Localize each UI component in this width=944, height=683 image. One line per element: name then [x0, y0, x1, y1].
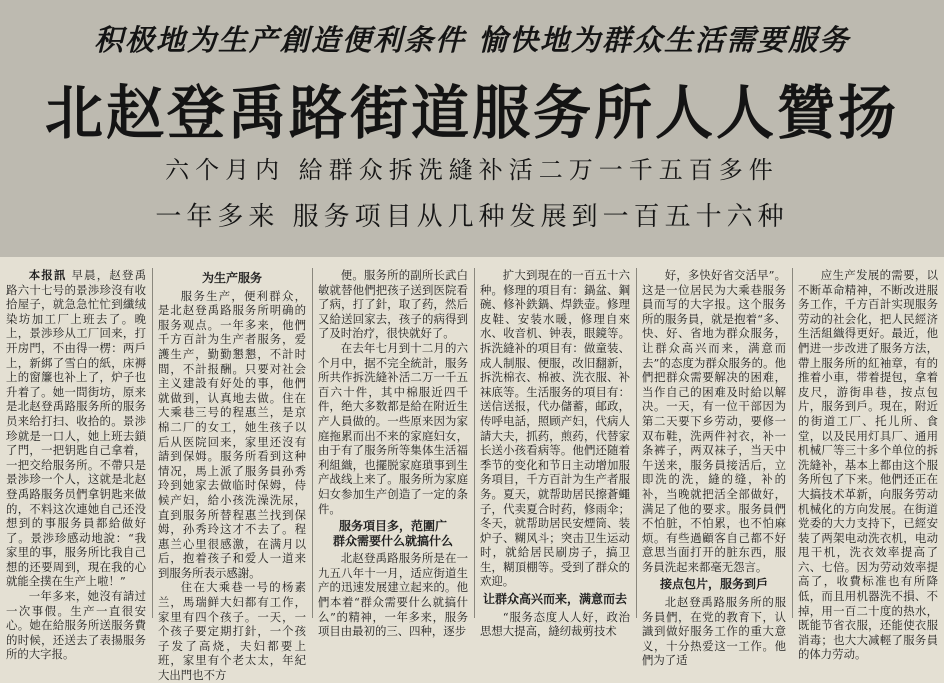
column-paragraph: 在去年七月到十二月的六个月中，据不完全統計，服务所共作拆洗縫补活二万一千五百六十件，其中棉服近四千件，绝大多数都是給在附近生产人員做的。一些原来因为家庭拖累而出不来的家庭妇女，由于有了服务所等集体生活福利組織，也擺脱家庭瑣事到生产战线上来了。服务所为家庭妇女参加生产创造了一定的条件。 [318, 340, 468, 516]
article-column-4 [480, 268, 630, 639]
dateline: 本报訊 [28, 268, 67, 282]
subheadline-2: 一年多来 服务项目从几种发展到一百五十六种 [155, 202, 789, 232]
section-heading: 服务項目多，范圍广 群众需要什么就搞什么 [332, 519, 453, 548]
column-paragraph: “服务态度人人好，政治思想大提高，縫纫裁剪技术 [480, 609, 630, 639]
column-divider [152, 268, 153, 618]
subheadline-1: 六个月内 給群众拆洗縫补活二万一千五百多件 [165, 156, 779, 184]
column-divider [792, 268, 793, 618]
section-heading: 让群众高兴而来，满意而去 [482, 592, 627, 607]
column-divider [636, 268, 637, 618]
column-paragraph: 本报訊 早晨，赵登禹路六十七号的景渉珍沒有收拾屋子，就急急忙忙到纖绒染坊加工厂上班去了。晚上，景渉珍从工厂回来，打开房門，不由得一楞：两戶上，新綁了雪白的紙，床褥上的窗簾也补上了，炉子也升着了。她一問街坊，原来是北赵登禹路服务所的服务员来给打扫、收拾的。景渉珍就是一口人，她上班去鎖了門，一把钥匙自己拿着，一把交给服务所。不帶只是景渉珍一个人，这就是北赵登禹路服务员們拿钥匙来做的，不料这次連她自己还没想到的事服务員都給做好了。景渉珍感动地說：“我家里的事，服务所比我自己想的还要周到，現在我的心就能全撲在生产上啦！” [6, 268, 146, 589]
column-paragraph: 扩大到現在的一百五十六种。修理的項目有：鍋盆、鋼碗、修补鉄鍋、焊鉄壶。修理皮鞋、安装水暖，修理自來水、收音机、钟表，眼鏡等。拆洗縫补的項目有：做童装、成人制服、便服，改旧翻新，拆洗棉衣、棉被、洗衣服、补袜底等。生活服务的項目有：送信送报，代办儲蓄，邮政，传呼电話，照顾产妇，代病人請大夫，抓药，煎药，代替家长送小孩看病等。他們还随着季节的变化和节日主动增加服务項目，千方百計为生产者服务。夏天，就帮助居民擦蒼蠅子，代卖夏合时药，修雨伞；冬天，就帮助居民安煙筒、装炉子、糊风斗；突击卫生运动时，就給居民刷房子，搞卫生，糊頂棚等。受到了群众的欢迎。 [480, 268, 630, 589]
article-column-5 [642, 268, 786, 668]
column-divider [312, 268, 313, 618]
column-paragraph: 好，多快好省交活早”。这是一位居民为大乘巷服务員而写的大字报。这个服务所的服务員，就是抱着“多、快、好、省地为群众服务，让群众高兴而来，满意而去”的态度为群众服务的。他們把群众需要解决的困难，当作自己的困难及时給以解决。一天，有一位干部因为第二天要下乡劳动，要修一双布鞋，洗两件衬衣，补一条裤子，两双袜子，当天中午送来，服务員接活后，立即洗的洗，縫的缝，补的补，当晚就把活全部做好，满足了他的要求。服务員們不怕脏，不怕累，也不怕麻烦。有些過顧客自己都不好意思当面打开的脏东西，服务員洗起来都毫无怨言。 [642, 268, 786, 574]
headline-banner [0, 0, 944, 257]
column-paragraph: 北赵登禹路服务所是在一九五八年十一月，适应街道生产的迅速发展建立起来的。他們本着“群众需要什么就搞什么”的精神，一年多来，服务项目由最初的三、四种，逐步 [318, 551, 468, 639]
column-paragraph: 服务生产，便利群众，是北赵登禹路服务所明确的服务观点。一年多来，他們千方百計为生产者服务，爱護生产，勤勤懇懇，不計时間，不計报酬。只要对社会主义建設有好处的事，他們就做到，认真地去做。住在大乘巷三号的程惠兰，是京棉二厂的女工，她生孩子以后从医院回来，家里还沒有請到保姆。服务所看到这种情况，馬上派了服务員孙秀玲到她家去做临时保姆，侍候产妇，給小孩洗澡洗尿，直到服务所替程惠兰找到保姆，孙秀玲这才不去了。程惠兰心里很感激，在满月以后，抱着孩子和爱人一道来到服务所表示感謝。 [158, 288, 306, 580]
article-column-2 [158, 268, 306, 683]
section-heading: 为生产服务 [201, 271, 262, 285]
column-divider [474, 268, 475, 618]
kicker-headline: 积极地为生产創造便利条件 愉快地为群众生活需要服务 [93, 23, 851, 57]
column-paragraph: 应生产发展的需要，以不断革命精神，不断改进服务工作，千方百計实现服务劳动的社会化，把人民經济生活組織得更好。最近，他們进一步改进了服务方法，帶上服务所的紅袖章，有的推着小車，带着提包，拿着皮尺，游街串巷，按点包片，服务到戶。現在，附近的街道工厂、托儿所、食堂，以及民用灯具厂、通用机械厂等三十多个单位的拆洗縫补，基本上都由这个服务所包了下来。他們还正在大搞技术革新，向服务劳动机械化的方向发展。在街道党委的大力支持下，已經安装了两架电动洗衣机，电动甩干机，洗衣效率提高了六、七倍。因为劳动效率提高了，收費标准也有所降低，而且用机器洗不損、不掉，用一百二十度的热水，既能节省衣服，还能使衣服消毒；也大大减輕了服务員的体力劳动。 [798, 268, 938, 662]
column-paragraph: 住在大乘巷一号的杨素兰，馬瑞鲜大妇都有工作，家里有四个孩子。一天，一个孩子要定期打針，一个孩子发了高烧，夫妇都要上班，家里有个老太太，年紀大出門也不方 [158, 580, 306, 683]
column-paragraph: 北赵登禹路服务所的服务員們，在党的教育下，认識到做好服务工作的重大意义，十分热爱这一工作。他們为了适 [642, 595, 786, 668]
section-heading: 接点包片，服务到戶 [659, 577, 768, 592]
article-column-1 [6, 268, 146, 662]
column-paragraph: 便。服务所的副所长武白敏就替他們把孩子送到医院看了病，打了針，取了药，然后又給送回家去，孩子的病得到了及时治疗，很快就好了。 [318, 268, 468, 341]
article-column-6 [798, 268, 938, 662]
column-paragraph: 一年多来，她沒有請过一次事假。生产一直很安心。她在給服务所送服务費的时候，还送去了表揚服务所的大字报。 [6, 589, 146, 662]
article-column-3 [318, 268, 468, 639]
main-headline: 北赵登禹路街道服务所人人贊扬 [44, 79, 899, 147]
